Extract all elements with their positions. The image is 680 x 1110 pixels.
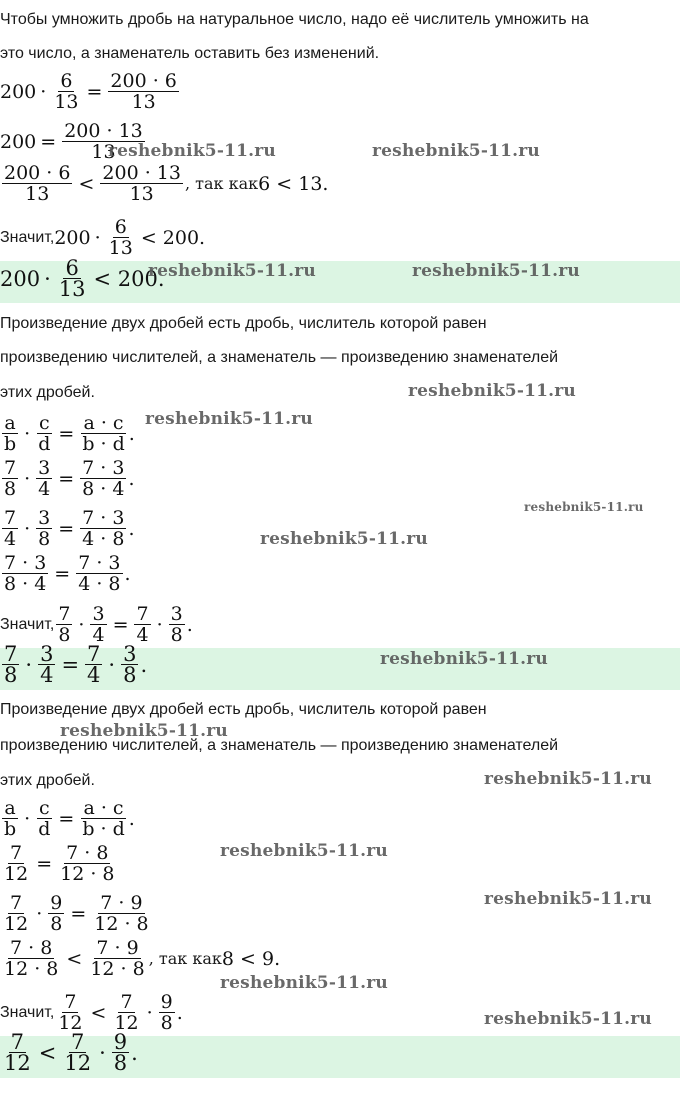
equation-step: 200 · $\frac{6}{13}$ = $\frac{200 \cdot 6}{13}$ bbox=[0, 70, 177, 113]
watermark: reshebnik5-11.ru bbox=[145, 409, 313, 429]
watermark: reshebnik5-11.ru bbox=[60, 721, 228, 741]
watermark: reshebnik5-11.ru bbox=[108, 141, 276, 161]
rule-text-line: Произведение двух дробей есть дробь, числитель которой равен bbox=[0, 315, 487, 332]
conclusion-line: Значит, 200 · $\frac{6}{13}$ < 200. bbox=[0, 216, 206, 259]
rule-text-line: это число, а знаменатель оставить без изменений. bbox=[0, 45, 380, 62]
math-term: 6 < 13. bbox=[258, 172, 329, 195]
comparison-step: $\frac{200 \cdot 6}{13}$ < $\frac{200 \cdot 13}{13}$ , так как 6 < 13. bbox=[4, 162, 329, 205]
conclusion-line: Значит, $\frac{7}{8}$ · $\frac{3}{4}$ = $\frac{7}{4}$ · $\frac{3}{8}$ . bbox=[0, 603, 193, 646]
math-term: 200 bbox=[0, 80, 37, 103]
equation-step: $\frac{7}{4}$ · $\frac{3}{8}$ = $\frac{7 \cdot 3}{4 \cdot 8}$ . bbox=[4, 507, 135, 550]
conclusion-label: Значит, bbox=[0, 228, 55, 246]
watermark: reshebnik5-11.ru bbox=[260, 529, 428, 549]
fraction: $\frac{200 \cdot 13}{13}$ bbox=[102, 162, 181, 205]
comparison-step: $\frac{7 \cdot 8}{12 \cdot 8}$ < $\frac{7 \cdot 9}{12 \cdot 8}$ , так как 8 < 9. bbox=[4, 937, 281, 980]
fraction: $\frac{200 \cdot 6}{13}$ bbox=[110, 70, 177, 113]
fraction: $\frac{200 \cdot 13}{13}$ bbox=[64, 120, 143, 163]
watermark: reshebnik5-11.ru bbox=[524, 500, 644, 514]
fraction: $\frac{6}{13}$ bbox=[108, 216, 133, 259]
watermark: reshebnik5-11.ru bbox=[380, 649, 548, 669]
comparison-step: $\frac{7 \cdot 3}{8 \cdot 4}$ = $\frac{7 \cdot 3}{4 \cdot 8}$ . bbox=[4, 552, 131, 595]
watermark: reshebnik5-11.ru bbox=[408, 381, 576, 401]
equation-step: 200 = $\frac{200 \cdot 13}{13}$ bbox=[0, 120, 143, 163]
watermark: reshebnik5-11.ru bbox=[372, 141, 540, 161]
formula-general: $\frac{a}{b}$ · $\frac{c}{d}$ = $\frac{a \cdot c}{b \cdot d}$ . bbox=[4, 797, 135, 840]
watermark: reshebnik5-11.ru bbox=[484, 769, 652, 789]
rule-text-line: произведению числителей, а знаменатель — произведению знаменателей bbox=[0, 349, 559, 366]
answer-line: $\frac{7}{12}$ < $\frac{7}{12}$ · $\frac{9}{8}$ . bbox=[4, 1030, 138, 1075]
conclusion-label: Значит, bbox=[0, 615, 55, 633]
formula-general: $\frac{a}{b}$ · $\frac{c}{d}$ = $\frac{a \cdot c}{b \cdot d}$ . bbox=[4, 412, 135, 455]
watermark: reshebnik5-11.ru bbox=[220, 841, 388, 861]
fraction: $\frac{6}{13}$ bbox=[58, 256, 86, 301]
inline-text: , так как bbox=[184, 173, 259, 193]
answer-line: 200 · $\frac{6}{13}$ < 200. bbox=[0, 256, 165, 301]
equation-step: $\frac{7}{12}$ = $\frac{7 \cdot 8}{12 \cdot 8}$ bbox=[4, 842, 115, 885]
watermark: reshebnik5-11.ru bbox=[412, 261, 580, 281]
rule-text-line: Чтобы умножить дробь на натуральное число, надо её числитель умножить на bbox=[0, 11, 589, 28]
inline-text: , так как bbox=[148, 948, 222, 968]
watermark: reshebnik5-11.ru bbox=[148, 261, 316, 281]
watermark: reshebnik5-11.ru bbox=[484, 1009, 652, 1029]
watermark: reshebnik5-11.ru bbox=[220, 973, 388, 993]
answer-line: $\frac{7}{8}$ · $\frac{3}{4}$ = $\frac{7}{4}$ · $\frac{3}{8}$ . bbox=[4, 642, 148, 687]
conclusion-label: Значит, bbox=[0, 1003, 55, 1021]
math-term: 8 < 9. bbox=[221, 947, 281, 970]
rule-text-line: этих дробей. bbox=[0, 772, 95, 789]
equation-step: $\frac{7}{12}$ · $\frac{9}{8}$ = $\frac{7 \cdot 9}{12 \cdot 8}$ bbox=[4, 892, 149, 935]
fraction: $\frac{200 \cdot 6}{13}$ bbox=[4, 162, 71, 205]
equation-step: $\frac{7}{8}$ · $\frac{3}{4}$ = $\frac{7 \cdot 3}{8 \cdot 4}$ . bbox=[4, 457, 135, 500]
rule-text-line: этих дробей. bbox=[0, 384, 95, 401]
conclusion-line: Значит, $\frac{7}{12}$ < $\frac{7}{12}$ · $\frac{9}{8}$ . bbox=[0, 991, 183, 1034]
watermark: reshebnik5-11.ru bbox=[484, 889, 652, 909]
fraction: $\frac{6}{13}$ bbox=[54, 70, 79, 113]
math-term: 200 bbox=[0, 130, 37, 153]
rule-text-line: Произведение двух дробей есть дробь, числитель которой равен bbox=[0, 701, 487, 718]
rule-text-line: произведению числителей, а знаменатель — произведению знаменателей bbox=[0, 737, 559, 754]
